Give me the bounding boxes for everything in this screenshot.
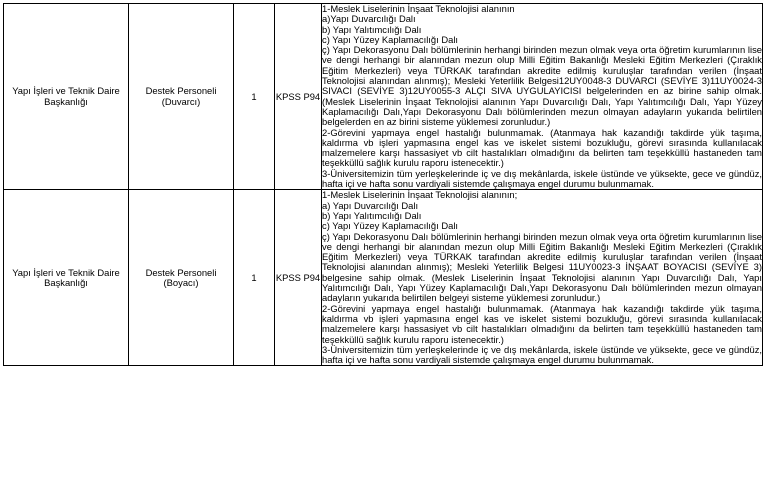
- requirement-heading: 1-Meslek Liselerinin İnşaat Teknolojisi alanının: [322, 3, 515, 14]
- requirement-paragraph: ç) Yapı Dekorasyonu Dalı bölümlerinin herhangi birinden mezun olmak veya orta öğretim kurumlarının lise ve dengi herhangi bir alanından mezun olup Milli Eğitim Bakanlığı Mesleki Eğitim Merkezleri (Çıraklık Eğitim Merkezleri) veya TÜRKAK tarafından akredite edilmiş kuruluşlar tarafından verilen (İnşaat Teknolojisi alanından alınmış); Mesleki Yeterlilik Belgesi 11UY0023-3 İNŞAAT BOYACISI (SEVİYE 3) belgesine sahip olmak. (Meslek Liselerinin İnşaat Teknolojisi alanının Yapı Duvarcılığı Dalı, Yapı Yalıtımcılığı Dalı, Yapı Yüzey Kaplamacılığı Dalı,Yapı Dekorasyonu Dalı bölümlerinden mezun olmayan adayların yukarıda belirtilen belgeyi sisteme yüklemesi zorunludur.): [322, 230, 762, 304]
- count-cell: 1: [234, 4, 275, 190]
- kpss-cell: KPSS P94: [275, 4, 322, 190]
- requirement-paragraph: 3-Üniversitemizin tüm yerleşkelerinde iç ve dış mekânlarda, iskele üstünde ve yüksekte, gece ve gündüz, hafta içi ve hafta sonu vardiyali sistemde çalışmaya engel durumu bulunmamak.: [322, 167, 762, 190]
- job-requirements-table: [3, 3, 763, 366]
- requirement-paragraph: ç) Yapı Dekorasyonu Dalı bölümlerinin herhangi birinden mezun olmak veya orta öğretim kurumlarının lise ve dengi herhangi bir alanından mezun olup Milli Eğitim Bakanlığı Mesleki Eğitim Merkezleri (Çıraklık Eğitim Merkezleri) veya TÜRKAK tarafından akredite edilmiş kuruluşlar tarafından verilen (İnşaat Teknolojisi alanından alınmış); Mesleki Yeterlilik Belgesi12UY0048-3 DUVARCI (SEVİYE 3)11UY0024-3 SIVACI (SEVİYE 3)12UY0055-3 ALÇI SIVA UYGULAYICISI belgelerinden en az birine sahip olmak.(Meslek Liselerinin İnşaat Teknolojisi alanının Yapı Duvarcılığı Dalı, Yapı Yalıtımcılığı Dalı, Yapı Yüzey Kaplamacılığı Dalı,Yapı Dekorasyonu Dalı bölümlerinden mezun olmayan adayların yukarıda belirtilen belgelerden en az birini sisteme yüklemesi zorunludur.): [322, 44, 762, 128]
- department-cell: Yapı İşleri ve Teknik Daire Başkanlığı: [4, 190, 129, 366]
- position-cell: [129, 190, 234, 366]
- count-cell: 1: [234, 190, 275, 366]
- position-title: Destek Personeli: [145, 85, 217, 97]
- requirement-item: c) Yapı Yüzey Kaplamacılığı Dalı: [322, 220, 459, 232]
- requirement-item: a)Yapı Duvarcılığı Dalı: [322, 13, 416, 25]
- requirement-paragraph: 2-Görevini yapmaya engel hastalığı bulunmamak. (Atanmaya hak kazandığı takdirde yük taşıma, kaldırma vb işleri yapmasına engel kas ve iskelet sistemi bozukluğu, görevi sırasında kullanılacak malzemelere karşı hassasiyet vb cilt hastalıkları olmadığını da belirten tam teşekküllü hastaneden tam teşekküllü sağlık kurulu raporu istenecektir.): [322, 302, 762, 345]
- table-row: [4, 4, 763, 190]
- position-subtitle: (Boyacı): [163, 276, 199, 288]
- requirement-item: c) Yapı Yüzey Kaplamacılığı Dalı: [322, 33, 459, 45]
- position-cell: [129, 4, 234, 190]
- requirement-item: b) Yapı Yalıtımcılığı Dalı: [322, 23, 422, 35]
- requirement-item: b) Yapı Yalıtımcılığı Dalı: [322, 209, 422, 221]
- requirement-paragraph: 2-Görevini yapmaya engel hastalığı bulunmamak. (Atanmaya hak kazandığı takdirde yük taşıma, kaldırma vb işleri yapmasına engel kas ve iskelet sistemi bozukluğu, görevi sırasında kullanılacak malzemelere karşı hassasiyet vb cilt hastalıkları olmadığını da belirten tam teşekküllü hastaneden tam teşekküllü sağlık kurulu raporu istenecektir.): [322, 126, 762, 169]
- requirements-cell: [322, 190, 763, 366]
- requirement-item: a) Yapı Duvarcılığı Dalı: [322, 199, 419, 211]
- position-subtitle: (Duvarcı): [161, 95, 201, 107]
- requirements-cell: [322, 4, 763, 190]
- table-row: [4, 190, 763, 366]
- position-title: Destek Personeli: [145, 266, 217, 278]
- requirement-paragraph: 3-Üniversitemizin tüm yerleşkelerinde iç ve dış mekânlarda, iskele üstünde ve yüksekte, gece ve gündüz, hafta içi ve hafta sonu vardiyali sistemde çalışmaya engel durumu bulunmamak.: [322, 343, 762, 366]
- department-cell: Yapı İşleri ve Teknik Daire Başkanlığı: [4, 4, 129, 190]
- requirement-heading: 1-Meslek Liselerinin İnşaat Teknolojisi alanının;: [322, 189, 518, 201]
- kpss-cell: KPSS P94: [275, 190, 322, 366]
